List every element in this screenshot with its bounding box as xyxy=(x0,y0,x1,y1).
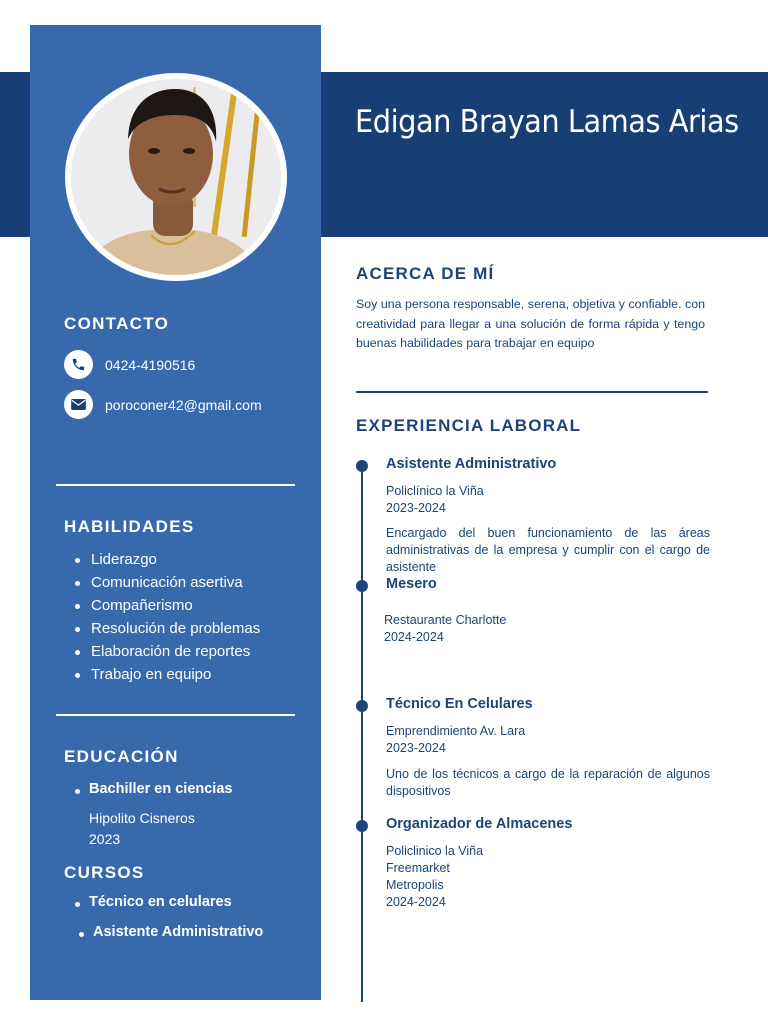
contact-phone: 0424-4190516 xyxy=(105,356,196,373)
timeline-dot xyxy=(356,580,368,592)
job-details xyxy=(386,843,483,911)
timeline-dot xyxy=(356,820,368,832)
contact-phone-row[interactable] xyxy=(64,350,195,379)
list-item: Liderazgo xyxy=(75,548,260,571)
list-item: Comunicación asertiva xyxy=(75,571,260,594)
job-company: Restaurante Charlotte xyxy=(384,613,507,627)
envelope-icon xyxy=(64,390,93,419)
courses-title: CURSOS xyxy=(64,863,145,882)
education-year: 2023 xyxy=(89,831,121,847)
timeline-line xyxy=(361,462,363,1002)
job-company: Metropolis xyxy=(386,878,444,892)
course-item: Asistente Administrativo xyxy=(79,924,263,940)
list-item: Trabajo en equipo xyxy=(75,663,260,686)
education-school: Hipolito Cisneros xyxy=(89,810,195,826)
about-divider xyxy=(356,391,708,393)
job-company: Policlinico la Viña xyxy=(386,844,484,858)
education-degree: Bachiller en ciencias xyxy=(75,781,232,797)
profile-photo-image xyxy=(71,79,281,275)
contact-email-row[interactable] xyxy=(64,390,262,419)
list-item: Compañerismo xyxy=(75,594,260,617)
timeline-dot xyxy=(356,460,368,472)
job-details xyxy=(386,723,525,757)
phone-icon xyxy=(64,350,93,379)
list-item: Elaboración de reportes xyxy=(75,640,260,663)
job-company: Emprendimiento Av. Lara xyxy=(386,724,526,738)
job-details xyxy=(386,483,484,517)
skills-title: HABILIDADES xyxy=(64,517,195,536)
job-title: Técnico En Celulares xyxy=(386,696,533,712)
sidebar-divider-1 xyxy=(56,484,295,486)
job-period: 2024-2024 xyxy=(384,630,444,644)
about-text: Soy una persona responsable, serena, objetiva y confiable. con creatividad para llegar a una solución de forma rápida y tengo buenas habilidades para trabajar en equipo xyxy=(356,297,705,350)
skills-list xyxy=(75,548,260,686)
profile-photo xyxy=(65,73,287,281)
job-period: 2024-2024 xyxy=(386,895,446,909)
job-description: Uno de los técnicos a cargo de la reparación de algunos dispositivos xyxy=(386,767,710,798)
job-company: Policlínico la Viña xyxy=(386,484,484,498)
contact-email: poroconer42@gmail.com xyxy=(105,396,262,413)
job-title: Mesero xyxy=(386,576,437,592)
list-item: Resolución de problemas xyxy=(75,617,260,640)
person-portrait-icon xyxy=(71,79,281,275)
education-title: EDUCACIÓN xyxy=(64,747,179,766)
course-item: Técnico en celulares xyxy=(75,894,232,910)
sidebar-divider-2 xyxy=(56,714,295,716)
about-title: ACERCA DE MÍ xyxy=(356,264,495,283)
job-company: Freemarket xyxy=(386,861,450,875)
job-title: Organizador de Almacenes xyxy=(386,816,573,832)
job-title: Asistente Administrativo xyxy=(386,456,557,472)
job-period: 2023-2024 xyxy=(386,741,446,755)
job-description: Encargado del buen funcionamiento de las áreas administrativas de la empresa y cumplir con el cargo de asistente xyxy=(386,526,710,574)
experience-title: EXPERIENCIA LABORAL xyxy=(356,416,582,435)
timeline-dot xyxy=(356,700,368,712)
full-name: Edigan Brayan Lamas Arias xyxy=(355,104,739,140)
contact-title: CONTACTO xyxy=(64,314,170,333)
job-details xyxy=(384,612,506,646)
job-period: 2023-2024 xyxy=(386,501,446,515)
